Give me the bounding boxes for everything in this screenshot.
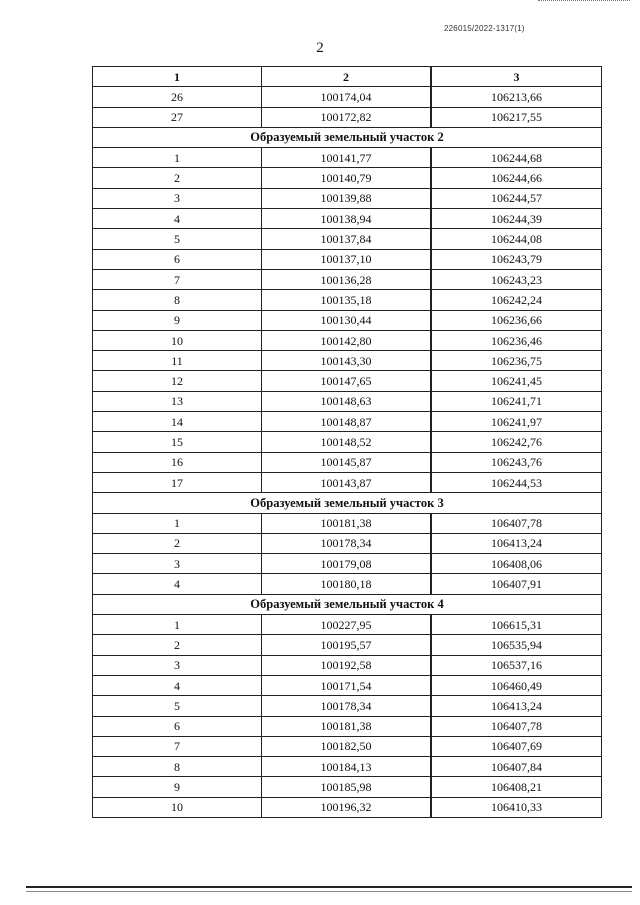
y-coordinate-cell: 106242,76	[431, 432, 602, 452]
table-row	[93, 736, 602, 756]
y-coordinate-cell: 106244,39	[431, 209, 602, 229]
table-row	[93, 188, 602, 208]
table-row	[93, 757, 602, 777]
y-coordinate-cell: 106241,45	[431, 371, 602, 391]
table-row	[93, 229, 602, 249]
footer-rule-thin	[26, 891, 632, 892]
point-number-cell: 14	[93, 412, 262, 432]
table-row	[93, 330, 602, 350]
y-coordinate-cell: 106407,78	[431, 716, 602, 736]
table-row	[93, 269, 602, 289]
point-number-cell: 27	[93, 107, 262, 127]
x-coordinate-cell: 100174,04	[262, 87, 432, 107]
x-coordinate-cell: 100195,57	[262, 635, 432, 655]
section-row	[93, 493, 602, 513]
y-coordinate-cell: 106243,79	[431, 249, 602, 269]
y-coordinate-cell: 106244,68	[431, 148, 602, 168]
y-coordinate-cell: 106407,69	[431, 736, 602, 756]
y-coordinate-cell: 106615,31	[431, 615, 602, 635]
table-row	[93, 615, 602, 635]
x-coordinate-cell: 100179,08	[262, 554, 432, 574]
y-coordinate-cell: 106535,94	[431, 635, 602, 655]
x-coordinate-cell: 100130,44	[262, 310, 432, 330]
y-coordinate-cell: 106410,33	[431, 797, 602, 817]
table-row	[93, 452, 602, 472]
point-number-cell: 7	[93, 736, 262, 756]
point-number-cell: 7	[93, 269, 262, 289]
document-id: 226015/2022-1317(1)	[444, 24, 525, 33]
header-x-coordinate: 2	[262, 67, 432, 87]
x-coordinate-cell: 100137,84	[262, 229, 432, 249]
point-number-cell: 16	[93, 452, 262, 472]
table-row	[93, 412, 602, 432]
table-row	[93, 513, 602, 533]
coordinates-table-body	[93, 67, 602, 818]
point-number-cell: 3	[93, 188, 262, 208]
y-coordinate-cell: 106217,55	[431, 107, 602, 127]
section-title: Образуемый земельный участок 3	[93, 493, 602, 513]
point-number-cell: 2	[93, 635, 262, 655]
table-row	[93, 716, 602, 736]
y-coordinate-cell: 106408,06	[431, 554, 602, 574]
y-coordinate-cell: 106213,66	[431, 87, 602, 107]
header-point-number: 1	[93, 67, 262, 87]
point-number-cell: 11	[93, 351, 262, 371]
page-number: 2	[316, 40, 324, 56]
table-row	[93, 351, 602, 371]
section-row	[93, 594, 602, 614]
table-row	[93, 655, 602, 675]
point-number-cell: 1	[93, 148, 262, 168]
point-number-cell: 9	[93, 310, 262, 330]
table-row	[93, 290, 602, 310]
table-row	[93, 675, 602, 695]
x-coordinate-cell: 100140,79	[262, 168, 432, 188]
y-coordinate-cell: 106242,24	[431, 290, 602, 310]
x-coordinate-cell: 100143,87	[262, 472, 432, 492]
x-coordinate-cell: 100148,87	[262, 412, 432, 432]
table-row	[93, 554, 602, 574]
y-coordinate-cell: 106537,16	[431, 655, 602, 675]
table-row	[93, 168, 602, 188]
table-row	[93, 533, 602, 553]
point-number-cell: 9	[93, 777, 262, 797]
table-row	[93, 249, 602, 269]
point-number-cell: 13	[93, 391, 262, 411]
table-row	[93, 107, 602, 127]
y-coordinate-cell: 106244,08	[431, 229, 602, 249]
y-coordinate-cell: 106413,24	[431, 696, 602, 716]
point-number-cell: 4	[93, 574, 262, 594]
x-coordinate-cell: 100135,18	[262, 290, 432, 310]
top-scan-artifact	[538, 0, 630, 5]
x-coordinate-cell: 100148,52	[262, 432, 432, 452]
x-coordinate-cell: 100180,18	[262, 574, 432, 594]
point-number-cell: 8	[93, 757, 262, 777]
point-number-cell: 5	[93, 696, 262, 716]
x-coordinate-cell: 100147,65	[262, 371, 432, 391]
table-row	[93, 777, 602, 797]
x-coordinate-cell: 100142,80	[262, 330, 432, 350]
y-coordinate-cell: 106460,49	[431, 675, 602, 695]
x-coordinate-cell: 100181,38	[262, 513, 432, 533]
table-row	[93, 310, 602, 330]
point-number-cell: 6	[93, 716, 262, 736]
x-coordinate-cell: 100182,50	[262, 736, 432, 756]
x-coordinate-cell: 100172,82	[262, 107, 432, 127]
point-number-cell: 10	[93, 330, 262, 350]
y-coordinate-cell: 106236,75	[431, 351, 602, 371]
y-coordinate-cell: 106407,78	[431, 513, 602, 533]
x-coordinate-cell: 100185,98	[262, 777, 432, 797]
table-header-row	[93, 67, 602, 87]
point-number-cell: 12	[93, 371, 262, 391]
point-number-cell: 2	[93, 168, 262, 188]
y-coordinate-cell: 106241,71	[431, 391, 602, 411]
y-coordinate-cell: 106243,23	[431, 269, 602, 289]
x-coordinate-cell: 100171,54	[262, 675, 432, 695]
point-number-cell: 1	[93, 513, 262, 533]
x-coordinate-cell: 100138,94	[262, 209, 432, 229]
x-coordinate-cell: 100139,88	[262, 188, 432, 208]
x-coordinate-cell: 100178,34	[262, 533, 432, 553]
header-y-coordinate: 3	[431, 67, 602, 87]
x-coordinate-cell: 100227,95	[262, 615, 432, 635]
table-row	[93, 635, 602, 655]
point-number-cell: 5	[93, 229, 262, 249]
point-number-cell: 3	[93, 655, 262, 675]
table-row	[93, 148, 602, 168]
footer-rule	[26, 886, 632, 888]
x-coordinate-cell: 100184,13	[262, 757, 432, 777]
point-number-cell: 1	[93, 615, 262, 635]
point-number-cell: 10	[93, 797, 262, 817]
y-coordinate-cell: 106244,53	[431, 472, 602, 492]
point-number-cell: 8	[93, 290, 262, 310]
section-row	[93, 127, 602, 147]
y-coordinate-cell: 106236,66	[431, 310, 602, 330]
x-coordinate-cell: 100196,32	[262, 797, 432, 817]
table-row	[93, 87, 602, 107]
table-row	[93, 797, 602, 817]
point-number-cell: 3	[93, 554, 262, 574]
y-coordinate-cell: 106244,66	[431, 168, 602, 188]
y-coordinate-cell: 106241,97	[431, 412, 602, 432]
y-coordinate-cell: 106408,21	[431, 777, 602, 797]
y-coordinate-cell: 106407,84	[431, 757, 602, 777]
table-row	[93, 391, 602, 411]
section-title: Образуемый земельный участок 2	[93, 127, 602, 147]
y-coordinate-cell: 106244,57	[431, 188, 602, 208]
table-row	[93, 371, 602, 391]
x-coordinate-cell: 100178,34	[262, 696, 432, 716]
point-number-cell: 15	[93, 432, 262, 452]
x-coordinate-cell: 100141,77	[262, 148, 432, 168]
point-number-cell: 4	[93, 209, 262, 229]
table-row	[93, 209, 602, 229]
coordinates-table	[92, 66, 602, 818]
y-coordinate-cell: 106236,46	[431, 330, 602, 350]
x-coordinate-cell: 100137,10	[262, 249, 432, 269]
table-row	[93, 472, 602, 492]
x-coordinate-cell: 100181,38	[262, 716, 432, 736]
y-coordinate-cell: 106413,24	[431, 533, 602, 553]
x-coordinate-cell: 100143,30	[262, 351, 432, 371]
table-row	[93, 574, 602, 594]
x-coordinate-cell: 100136,28	[262, 269, 432, 289]
y-coordinate-cell: 106407,91	[431, 574, 602, 594]
point-number-cell: 17	[93, 472, 262, 492]
section-title: Образуемый земельный участок 4	[93, 594, 602, 614]
point-number-cell: 26	[93, 87, 262, 107]
x-coordinate-cell: 100192,58	[262, 655, 432, 675]
x-coordinate-cell: 100145,87	[262, 452, 432, 472]
point-number-cell: 4	[93, 675, 262, 695]
table-row	[93, 432, 602, 452]
y-coordinate-cell: 106243,76	[431, 452, 602, 472]
point-number-cell: 6	[93, 249, 262, 269]
table-row	[93, 696, 602, 716]
point-number-cell: 2	[93, 533, 262, 553]
x-coordinate-cell: 100148,63	[262, 391, 432, 411]
